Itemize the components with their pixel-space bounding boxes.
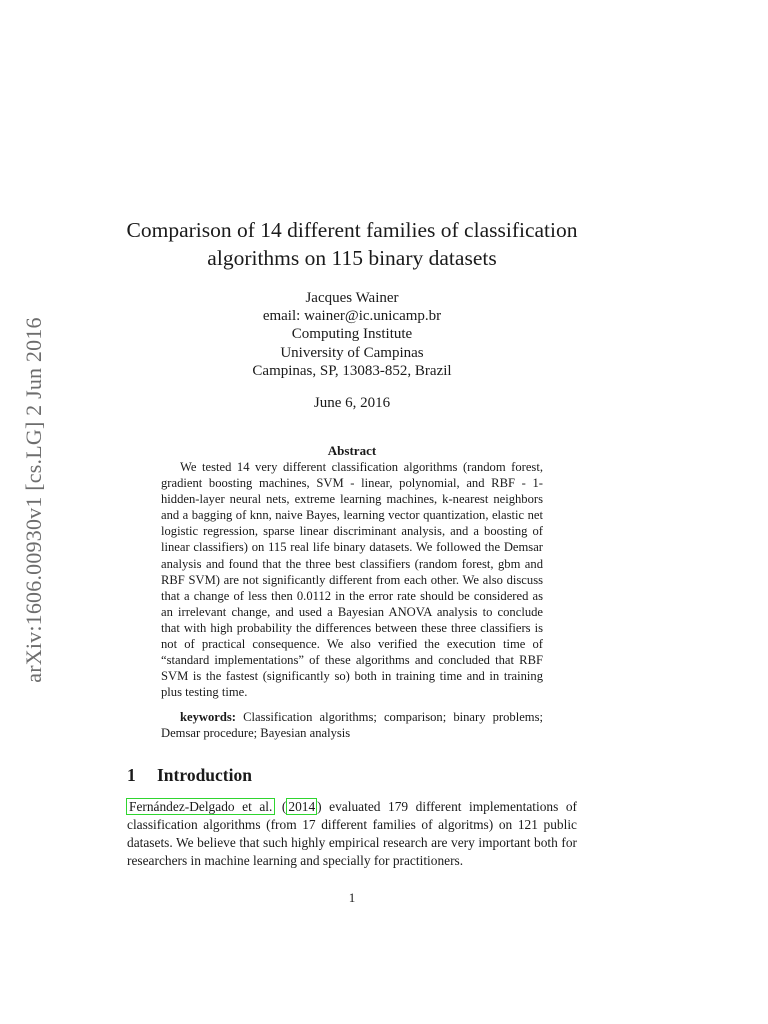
citation-link[interactable]: Fernández-Delgado et al.: [126, 798, 275, 815]
keywords-text: Classification algorithms; comparison; binary problems; Demsar procedure; Bayesian analysis: [161, 710, 543, 741]
paper-date: June 6, 2016: [313, 395, 391, 411]
section-heading: [127, 764, 252, 786]
intro-paragraph: Fernández-Delgado et al. ( 2014 ) evaluated 179 different implementations of classification algorithms (from 17 different families of algoritms) on 121 public datasets. We believe that such highly empirical research are very important both for researchers in machine learning and specially for practitioners.: [127, 799, 578, 869]
author-department: Computing Institute: [291, 326, 413, 343]
page-number: 1: [348, 890, 356, 905]
author-address: Campinas, SP, 13083-852, Brazil: [252, 362, 452, 379]
author-university: University of Campinas: [280, 344, 424, 361]
keywords-line: [161, 709, 543, 741]
abstract-heading: Abstract: [327, 443, 377, 458]
author-block: [0, 289, 704, 380]
keywords-label: keywords:: [180, 710, 236, 724]
intro-text: evaluated 179 different implementations of classification algorithms (from 17 different families of algoritms) on 121 public datasets. We believe that such highly empirical research are very important both for researchers in machine learning and specially for practitioners.: [127, 799, 578, 869]
arxiv-stamp: arXiv:1606.00930v1 [cs.LG] 2 Jun 2016: [21, 317, 46, 683]
abstract-text: We tested 14 very different classification algorithms (random forest, gradient boosting machines, SVM - linear, polynomial, and RBF - 1-hidden-layer neural nets, extreme learning machines, k-nearest neighbors and a bagging of knn, naive Bayes, learning vector quantization, elastic net logistic regression, sparse linear discriminant analysis, and a boosting of linear classifiers) on 115 real life binary datasets. We followed the Demsar analysis and found that the three best classifiers (random forest, gbm and RBF SVM) are not significantly different from each other. We also discuss that a change of less then 0.0112 in the error rate should be considered as an irrelevant change, and used a Bayesian ANOVA analysis to conclude that with high probability the differences between these three classifiers is not of practical consequence. We also verified the execution time of “standard implementations” of these algorithms and concluded that RBF SVM is the fastest (significantly so) both in training time and in training plus testing time.: [161, 460, 543, 700]
section-number: 1: [127, 765, 136, 785]
title-line-1: Comparison of 14 different families of classification: [126, 218, 578, 242]
citation-year-link[interactable]: 2014: [288, 799, 316, 814]
author-name: Jacques Wainer: [305, 290, 399, 306]
section-title: Introduction: [157, 765, 252, 785]
author-email: email: wainer@ic.unicamp.br: [262, 308, 442, 325]
title-line-2: algorithms on 115 binary datasets: [207, 246, 497, 270]
paper-title: [0, 216, 704, 272]
